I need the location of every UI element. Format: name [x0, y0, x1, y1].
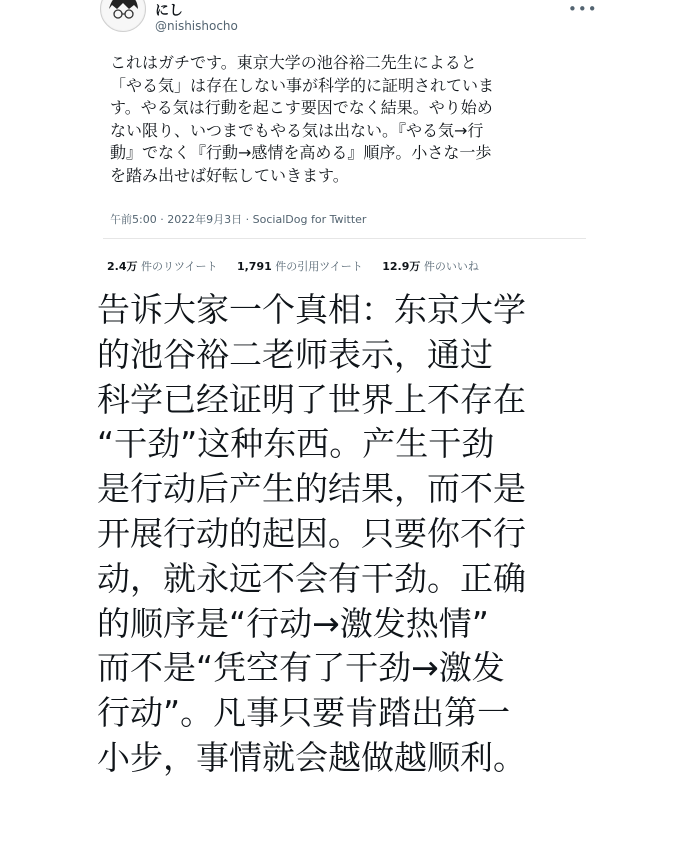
divider — [103, 238, 586, 239]
quote-tweet-count[interactable]: 1,791 件の引用ツイート — [236, 260, 363, 273]
more-options-icon[interactable]: ••• — [568, 0, 598, 18]
chinese-translation-text: 告诉大家一个真相：东京大学 的池谷裕二老师表示，通过 科学已经证明了世界上不存在 “干劲”这种东西。产生干劲 是行动后产生的结果，而不是 开展行动的起因。只要你不行 动，就永远不会有干劲。正确 的顺序是“行动→激发热情” 而不是“凭空有了干劲→激发 行动”。凡事只要肯踏出第一 小步，事情就会越做越顺利。 — [97, 290, 526, 777]
tweet-card — [0, 0, 690, 273]
user-name[interactable]: にし — [155, 3, 183, 19]
retweet-count[interactable]: 2.4万 件のリツイート — [107, 260, 218, 273]
tweet-timestamp[interactable]: 午前5:00 · 2022年9月3日 · SocialDog for Twitter — [110, 213, 367, 226]
tweet-text: これはガチです。東京大学の池谷裕二先生によると 「やる気」は存在しない事が科学的に証明されていま す。やる気は行動を起こす要因でなく結果。やり始め ない限り、いつまでもやる気は出ない。『やる気→行 動』でなく『行動→感情を高める』順序。小さな一歩 を踏み出せば好転していきます。 — [110, 53, 495, 185]
like-count[interactable]: 12.9万 件のいいね — [382, 260, 479, 273]
avatar[interactable] — [100, 0, 146, 32]
tweet-stats — [107, 258, 495, 274]
user-handle[interactable]: @nishishocho — [155, 19, 238, 33]
